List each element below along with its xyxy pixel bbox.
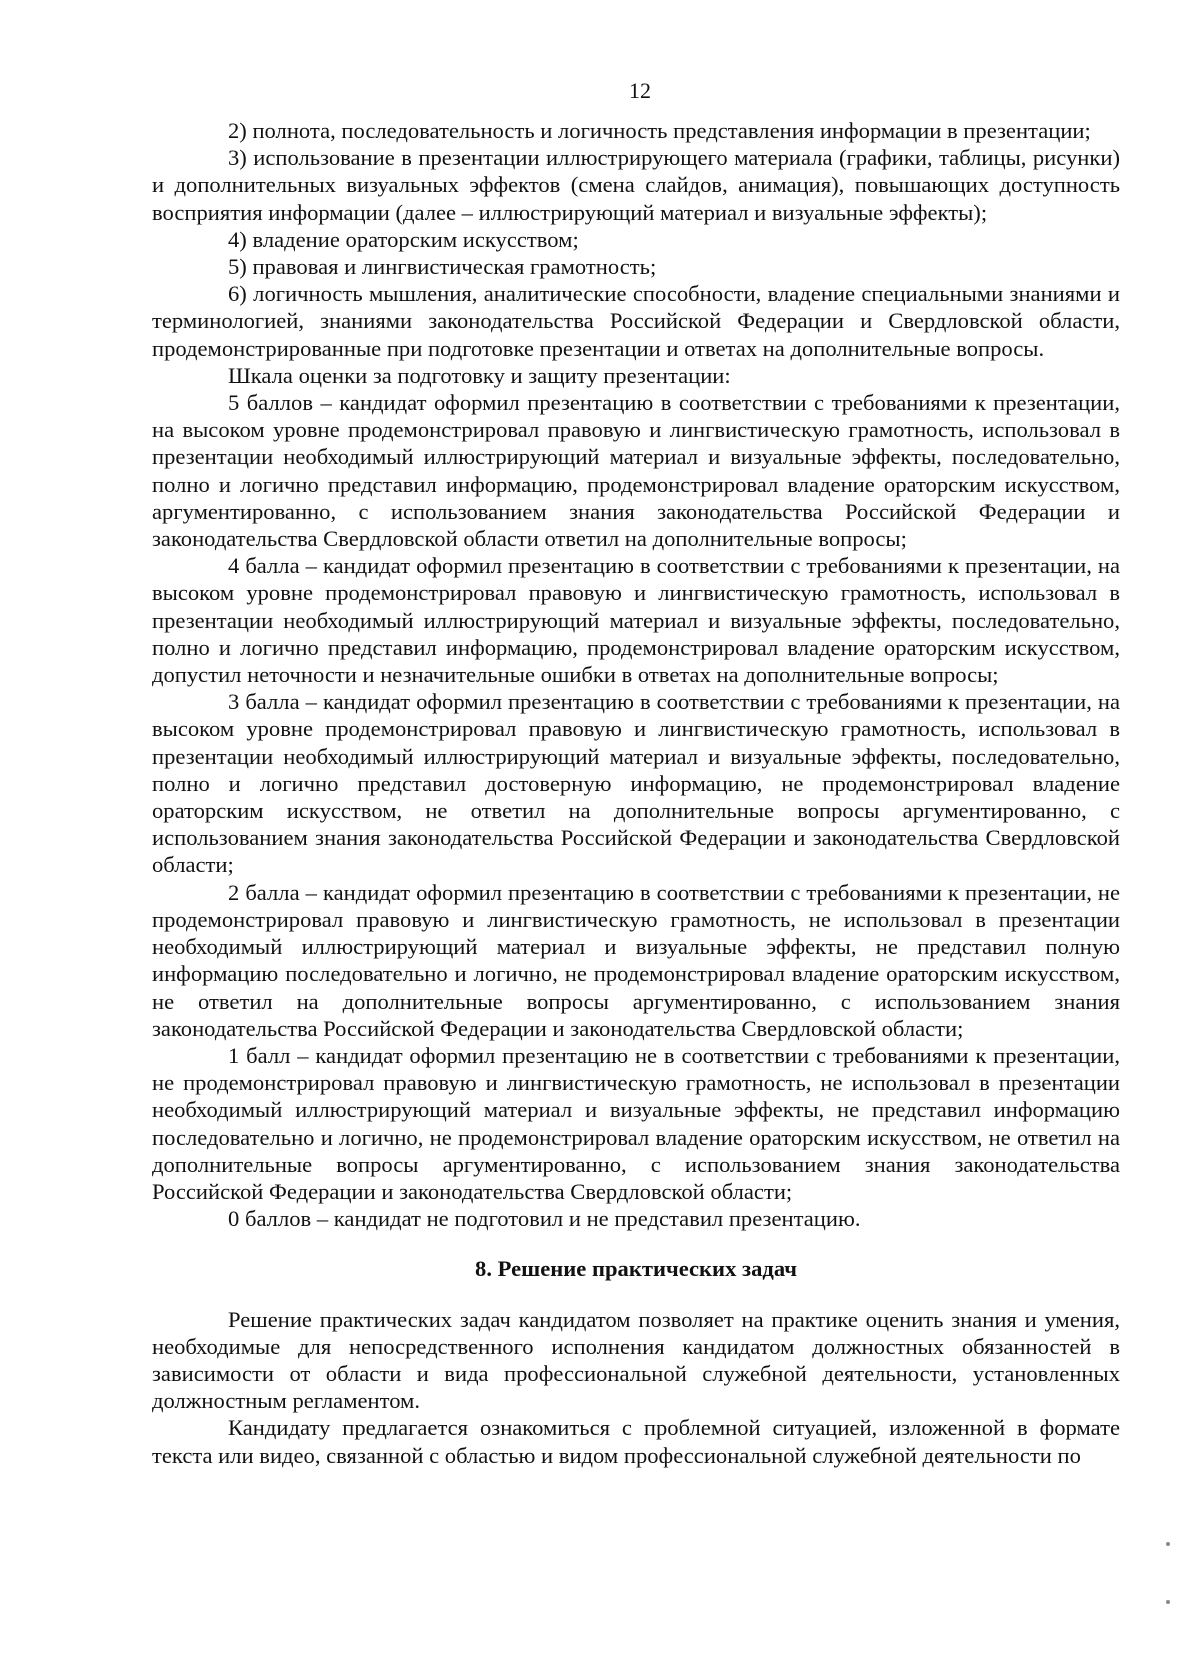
criterion-illustrative-material: 3) использование в презентации иллюстрирующего материала (графики, таблицы, рисунки) и дополнительных визуальных эффектов (смена слайдов, анимация), повышающих доступность восприятия информации (далее – иллюстрирующий материал и визуальные эффекты); — [152, 145, 1120, 225]
section-paragraph-purpose: Решение практических задач кандидатом позволяет на практике оценить знания и умения, необходимые для непосредственного исполнения кандидатом должностных обязанностей в зависимости от области и вида профессиональной служебной деятельности, установленных должностным регламентом. — [152, 1306, 1120, 1414]
score-4: 4 балла – кандидат оформил презентацию в соответствии с требованиями к презентации, на высоком уровне продемонстрировал правовую и лингвистическую грамотность, использовал в презентации необходимый иллюстрирующий материал и визуальные эффекты, последовательно, полно и логично представил информацию, продемонстрировал владение ораторским искусством, допустил неточности и незначительные ошибки в ответах на дополнительные вопросы; — [152, 553, 1120, 688]
score-5: 5 баллов – кандидат оформил презентацию в соответствии с требованиями к презентации, на высоком уровне продемонстрировал правовую и лингвистическую грамотность, использовал в презентации необходимый иллюстрирующий материал и визуальные эффекты, последовательно, полно и логично представил информацию, продемонстрировал владение ораторским искусством, аргументированно, с использованием знания законодательства Российской Федерации и законодательства Свердловской области ответил на дополнительные вопросы; — [152, 390, 1120, 552]
document-body — [152, 117, 1120, 1469]
criterion-literacy: 5) правовая и лингвистическая грамотность; — [228, 254, 657, 280]
score-0: 0 баллов – кандидат не подготовил и не представил презентацию. — [228, 1206, 861, 1232]
score-1: 1 балл – кандидат оформил презентацию не в соответствии с требованиями к презентации, не продемонстрировал правовую и лингвистическую грамотность, не использовал в презентации необходимый иллюстрирующий материал и визуальные эффекты, не представил информацию последовательно и логично, не продемонстрировал владение ораторским искусством, не ответил на дополнительные вопросы аргументированно, с использованием знания законодательства Российской Федерации и законодательства Свердловской области; — [152, 1042, 1120, 1204]
section-heading: 8. Решение практических задач — [475, 1256, 797, 1282]
score-2: 2 балла – кандидат оформил презентацию в соответствии с требованиями к презентации, не продемонстрировал правовую и лингвистическую грамотность, не использовал в презентации необходимый иллюстрирующий материал и визуальные эффекты, не представил полную информацию последовательно и логично, не продемонстрировал владение ораторским искусством, не ответил на дополнительные вопросы аргументированно, с использованием знания законодательства Российской Федерации и законодательства Свердловской области; — [152, 879, 1120, 1041]
score-3: 3 балла – кандидат оформил презентацию в соответствии с требованиями к презентации, на высоком уровне продемонстрировал правовую и лингвистическую грамотность, использовал в презентации необходимый иллюстрирующий материал и визуальные эффекты, последовательно, полно и логично представил достоверную информацию, не продемонстрировал владение ораторским искусством, не ответил на дополнительные вопросы аргументированно, с использованием знания законодательства Российской Федерации и законодательства Свердловской области; — [152, 689, 1120, 878]
scan-edge-mark — [1166, 1600, 1170, 1604]
section-paragraph-task: Кандидату предлагается ознакомиться с проблемной ситуацией, изложенной в формате текста или видео, связанной с областью и видом профессиональной служебной деятельности по — [152, 1415, 1120, 1468]
criterion-completeness: 2) полнота, последовательность и логичность представления информации в презентации; — [228, 118, 1091, 143]
scale-intro: Шкала оценки за подготовку и защиту презентации: — [228, 362, 731, 388]
scan-edge-mark — [1166, 1542, 1170, 1546]
page-number: 12 — [629, 78, 651, 103]
criterion-logical-thinking: 6) логичность мышления, аналитические способности, владение специальными знаниями и терминологией, знаниями законодательства Российской Федерации и Свердловской области, продемонстрированные при подготовке презентации и ответах на дополнительные вопросы. — [152, 281, 1120, 361]
criterion-oratory: 4) владение ораторским искусством; — [228, 226, 579, 252]
